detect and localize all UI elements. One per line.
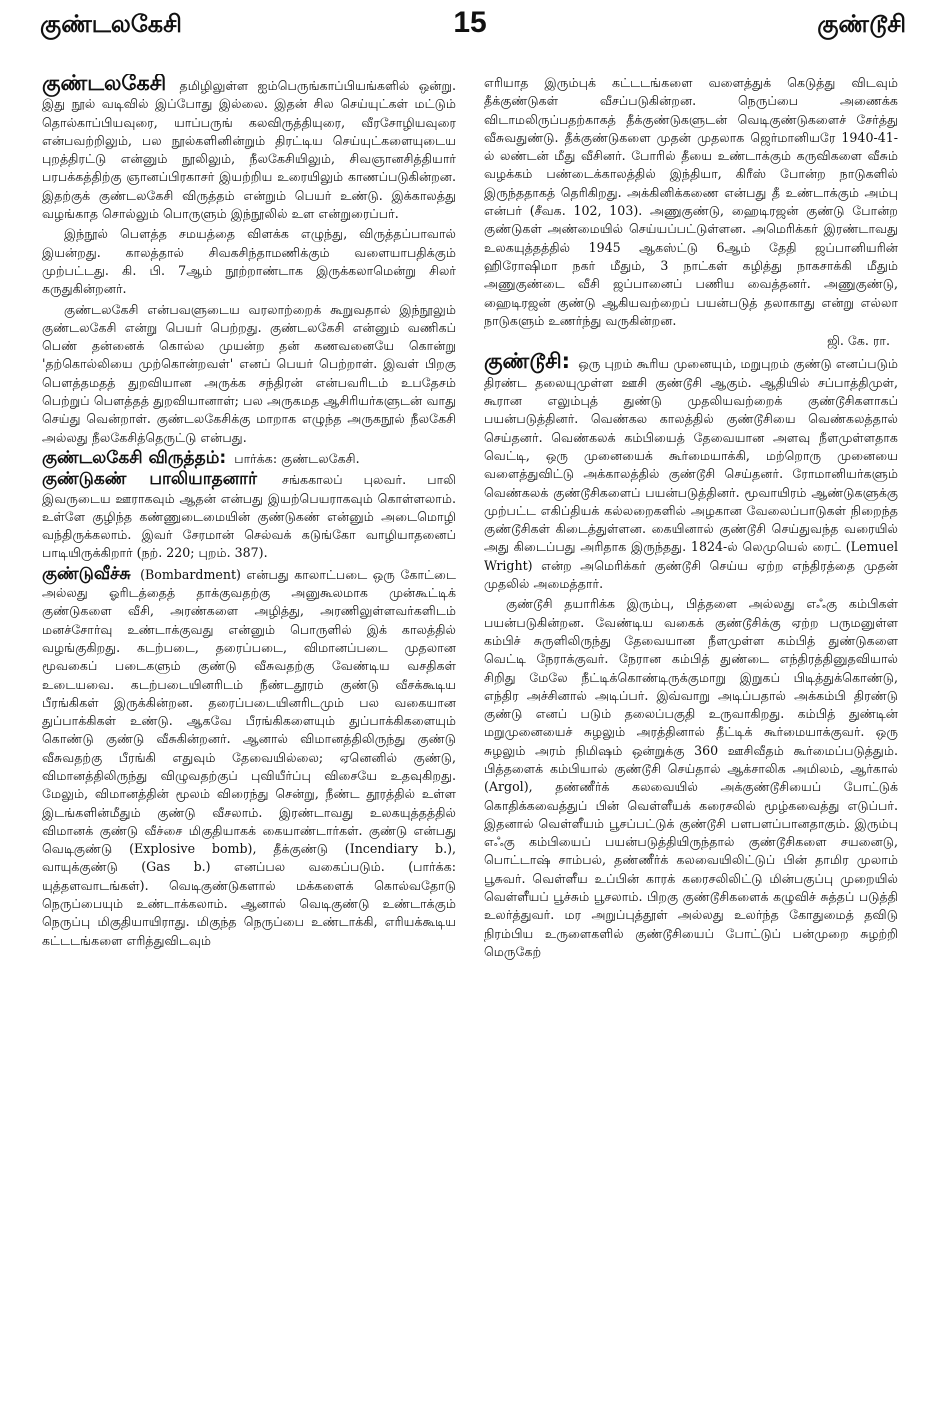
entry-text: குண்டலகேசி என்பவளுடைய வரலாற்றைக் கூறுவதால் இந்நூலும் குண்டலகேசி என்று பெயர் பெற்றது. குண்டலகேசி என்னும் வணிகப் பெண் தன்னைக் கொல்ல முயன்ற தன் கணவனையே கொன்று 'தற்கொல்லியை முற்கொன்றவள்' எனப் பெயர் பெற்றாள். இவள் பிறகு பௌத்தமதத் துறவியான அருக்க சந்திரன் என்பவரிடம் உபதேசம் பெற்றுப் பௌத்தத் துறவியானாள்; பல அருகமத ஆசிரியர்களுடன் வாது செய்து வென்றாள். குண்டலகேசிக்கு மாறாக எழுந்த அருகநூல் நீலகேசி அல்லது நீலகேசித்தெருட்டு என்பது. bbox=[42, 301, 456, 445]
entry-text: தமிழிலுள்ள ஐம்பெருங்காப்பியங்களில் ஒன்று. இது நூல் வடிவில் இப்போது இல்லை. இதன் சில செய்யுட்கள் மட்டும் தொல்காப்பியவுரை, யாப்பருங் கலவிருத்தியுரை, வீரசோழியவுரை என்பவற்றிலும், பல நூல்களினின்றும் திரட்டிய செய்யுட்களையுடைய புறத்திரட்டு என்னும் நூலிலும், நீலகேசியிலும், சிவஞானசித்தியார் பரபக்கத்திற்கு ஞானப்பிரகாசர் இயற்றிய உரையிலும் காணப்படுகின்றன. இதற்குக் குண்டலகேசி விருத்தம் என்றும் பெயர் உண்டு. இக்காலத்து வழங்காத சொல்லும் பொருளும் இந்நூலில் உள என்றுரைப்பர். bbox=[42, 78, 456, 222]
running-head-right: குண்டூசி bbox=[817, 10, 906, 38]
entry-text: சங்ககாலப் புலவர். பாலி இவருடைய ஊராகவும் ஆதன் என்பது இயற்பெயராகவும் கொள்ளலாம். உள்ளே குழிந்த கண்ணுடைமையின் குண்டுகண் என்னும் அடைமொழி வந்திருக்கலாம். இவர் சேரமான் செல்வக் கடுங்கோ வாழியாதனைப் பாடியிருக்கிறார் (நற். 220; புறம். 387). bbox=[42, 472, 456, 561]
entry-heading: குண்டுகண் பாலியாதனார் bbox=[42, 469, 257, 490]
entry-heading: குண்டுவீச்சு bbox=[42, 563, 131, 584]
entry-text: இந்நூல் பௌத்த சமயத்தை விளக்க எழுந்து, விருத்தப்பாவால் இயன்றது. காலத்தால் சிவகசிந்தாமணிக்கும் வளையாபதிக்கும் முற்பட்டது. கி. பி. 7ஆம் நூற்றாண்டாக இருக்கலாமென்று சிலர் கருதுகின்றனர். bbox=[42, 226, 456, 297]
entry-text: (Bombardment) என்பது காலாட்படை ஒரு கோட்டை அல்லது ஓரிடத்தைத் தாக்குவதற்கு அனுகூலமாக முன்கூட்டிக் குண்டுகளை வீசி, அரண்களை அழித்து, அரணிலுள்ளவர்களிடம் மனச்சோர்வு உண்டாக்குவது என்னும் பொருளில் இக் காலத்தில் வழங்குகிறது. கடற்படை, தரைப்படை, விமானப்படை முதலான மூவகைப் படைகளும் குண்டு வீசுவதற்கு வேண்டிய வசதிகள் உடையவை. கடற்படையினரிடம் நீண்டதூரம் குண்டு வீசக்கூடிய பீரங்கிகள் இருக்கின்றன. தரைப்படையினரிடமும் பல வகையான துப்பாக்கிகள் உண்டு. ஆகவே பீரங்கிகளையும் துப்பாக்கிகளையும் கொண்டு குண்டு வீசுகின்றனர். ஆனால் விமானத்திலிருந்து குண்டு வீசுவதற்கு பீரங்கி எதுவும் தேவையில்லை; ஏனெனில் குண்டு, விமானத்திலிருந்து விழுவதற்குப் புவியீர்ப்பு விசையே உதவுகிறது. மேலும், விமானத்தின் மூலம் விரைந்து சென்று, நீண்ட தூரத்தில் உள்ள இடங்களின்மீதும் குண்டு வீசலாம். இரண்டாவது உலகயுத்தத்தில் விமானக் குண்டு வீச்சை மிகுதியாகக் கையாண்டார்கள். குண்டு என்பது வெடிகுண்டு (Explosive bomb), தீக்குண்டு (Incendiary b.), வாயுக்குண்டு (Gas b.) எனப்பல வகைப்படும். (பார்க்க: யுத்தளவாடங்கள்). வெடிகுண்டுகளால் மக்களைக் கொல்வதோடு நெருப்பையும் உண்டாக்கலாம். ஆனால் வெடிகுண்டு உண்டாக்கும் நெருப்பு மிகுதியாயிராது. மிகுந்த நெருப்பை உண்டாக்கி, எரியக்கூடிய கட்டடங்களை எரித்துவிடவும் bbox=[42, 566, 456, 948]
entry-heading: குண்டூசி: bbox=[484, 349, 571, 374]
entry-text: எரியாத இரும்புக் கட்டடங்களை வளைத்துக் கெடுத்து விடவும் தீக்குண்டுகள் வீசப்படுகின்றன. நெருப்பை அணைக்க விடாமலிருப்பதற்காகத் தீக்குண்டுகளுடன் வெடிகுண்டுகளைச் சேர்த்து வீசுவதுண்டு. தீக்குண்டுகளை முதன் முதலாக ஜெர்மானியரே 1940-41-ல் லண்டன் மீது வீசினர். போரில் தீயை உண்டாக்கும் கருவிகளை வீசும் வழக்கம் பண்டைக்காலத்தில் இந்தியா, கிரீஸ் போன்ற நாடுகளில் இருந்ததாகத் தெரிகிறது. அக்கினிக்கணை என்பது தீ உண்டாக்கும் அம்பு என்பர் (சீவக. 102, 103). அணுகுண்டு, ஹைடிரஜன் குண்டு போன்ற குண்டுகள் அண்மையில் செய்யப்பட்டுள்ளன. அமெரிக்கர் இரண்டாவது உலகயுத்தத்தில் 1945 ஆகஸ்ட்டு 6ஆம் தேதி ஜப்பானியரின் ஹிரோஷிமா நகர் மீதும், 3 நாட்கள் கழித்து நாகசாக்கி மீதும் அணுகுண்டை வீசி ஜப்பானைப் பணிய வைத்தனர். அணுகுண்டு, ஹைடிரஜன் குண்டு ஆகியவற்றைப் பயன்படுத் தலாகாது என்று எல்லா நாடுகளும் உணர்ந்து வருகின்றன. bbox=[484, 75, 898, 328]
left-column bbox=[42, 74, 456, 1419]
right-column bbox=[484, 74, 898, 1419]
paragraph bbox=[42, 301, 456, 447]
paragraph bbox=[484, 595, 898, 961]
page-number: 15 bbox=[453, 6, 487, 39]
running-head-left: குண்டலகேசி bbox=[40, 10, 182, 38]
author-signature: ஜி. கே. ரா. bbox=[827, 333, 890, 349]
entry-kundalakesi bbox=[42, 74, 456, 223]
entry-pin bbox=[484, 349, 898, 593]
paragraph bbox=[42, 225, 456, 298]
entry-text: பார்க்க: குண்டலகேசி. bbox=[234, 450, 360, 466]
entry-kundalakesi-viruttam bbox=[42, 449, 456, 468]
entry-kundukan-paliyathanar bbox=[42, 470, 456, 562]
paragraph bbox=[484, 74, 898, 330]
entry-heading: குண்டலகேசி bbox=[42, 74, 167, 95]
entry-bombardment bbox=[42, 565, 456, 950]
entry-text: குண்டூசி தயாரிக்க இரும்பு, பித்தளை அல்லது எஃகு கம்பிகள் பயன்படுகின்றன. வேண்டிய வகைக் குண்டூசிக்கு ஏற்ற பருமனுள்ள கம்பிச் சுருளிலிருந்து தேவையான நீளமுள்ள கம்பித் துண்டுகளை வெட்டி நேராக்குவர். நேரான கம்பித் துண்டை எந்திரத்தினுதவியால் சிறிது மேலே நீட்டிக்கொண்டிருக்குமாறு இறுகப் பிடித்துக்கொண்டு, எந்திர அச்சினால் அடிப்பர். இவ்வாறு அடிப்பதால் அக்கம்பி திரண்டு குண்டு எனப் படும் தலைப்பகுதி உருவாகிறது. கம்பித் துண்டின் மறுமுனையைச் சுழலும் அரத்தினால் தீட்டிக் கூர்மையாக்குவர். ஒரு சுழலும் அரம் நிமிஷம் ஒன்றுக்கு 360 ஊசிவீதம் கூர்மைப்படுத்தும். பித்தளைக் கம்பியால் குண்டூசி செய்தால் ஆக்சாலிக அமிலம், ஆர்கால் (Argol), தண்ணீர்க் கலவையில் அக்குண்டூசியைப் போட்டுக் கொதிக்கவைத்துப் பின் வெள்ளீயக் கரைசலில் மூழ்கவைத்து எடுப்பர். இதனால் வெள்ளீயம் பூசப்பட்டுக் குண்டூசி பளபளப்பானதாகும். இரும்பு எஃகு கம்பியைப் பயன்படுத்தியிருந்தால் குண்டூசிகளை சயனைடு, பொட்டாஷ் சாம்பல், தண்ணீர்க் கலவையிலிட்டுப் பின் தாமிர முலாம் பூசுவர். வெள்ளீய உப்பின் காரக் கரைசலிலிட்டு மின்பகுப்பு முறையில் வெள்ளீயப் பூச்சும் பூசலாம். பிறகு குண்டூசிகளைக் கழுவிச் சுத்தப் படுத்தி உலர்த்துவர். மர அறுப்புத்தூள் அல்லது உலர்ந்த கோதுமைத் தவிடு நிரம்பிய உருளைகளில் குண்டூசியைப் போட்டுப் பன்முறை சுழற்றி மெருகேற் bbox=[484, 596, 898, 959]
entry-heading: குண்டலகேசி விருத்தம்: bbox=[42, 447, 227, 468]
author-signature-line bbox=[484, 332, 898, 350]
entry-text: ஒரு புறம் கூரிய முனையும், மறுபுறம் குண்டு எனப்படும் திரண்ட தலையுமுள்ள ஊசி குண்டூசி ஆகும். ஆதியில் சப்பாத்திமுள், கூரான எலும்புத் துண்டு முதலியவற்றைக் குண்டூசிகளாகப் பயன்படுத்தினர். வெண்கல காலத்தில் குண்டூசியை வெண்கலத்தால் செய்தனர். வெண்கலக் கம்பியைத் தேவையான அளவு நீளமுள்ளதாக வெட்டி, ஒரு முனையைக் கூர்மையாக்கி, மற்றொரு முனையை வளைத்துவிட்டு அக்காலத்தில் குண்டூசி செய்தனர். ரோமானியர்களும் வெண்கலக் குண்டூசிகளைப் பயன்படுத்தினர். மூவாயிரம் ஆண்டுகளுக்கு முற்பட்ட எகிப்தியக் கல்லறைகளில் அழகான வேலைப்பாடுகள் நிறைந்த குண்டூசிகள் கிடைத்துள்ளன. கையினால் குண்டூசி செய்துவந்த வரையில் அது கிடைப்பது அரிதாக இருந்தது. 1824-ல் லெமுயெல் ரைட் (Lemuel Wright) என்ற அமெரிக்கர் குண்டூசி செய்ய ஏற்ற எந்திரத்தை முதன் முதலில் அமைத்தார். bbox=[484, 356, 898, 592]
